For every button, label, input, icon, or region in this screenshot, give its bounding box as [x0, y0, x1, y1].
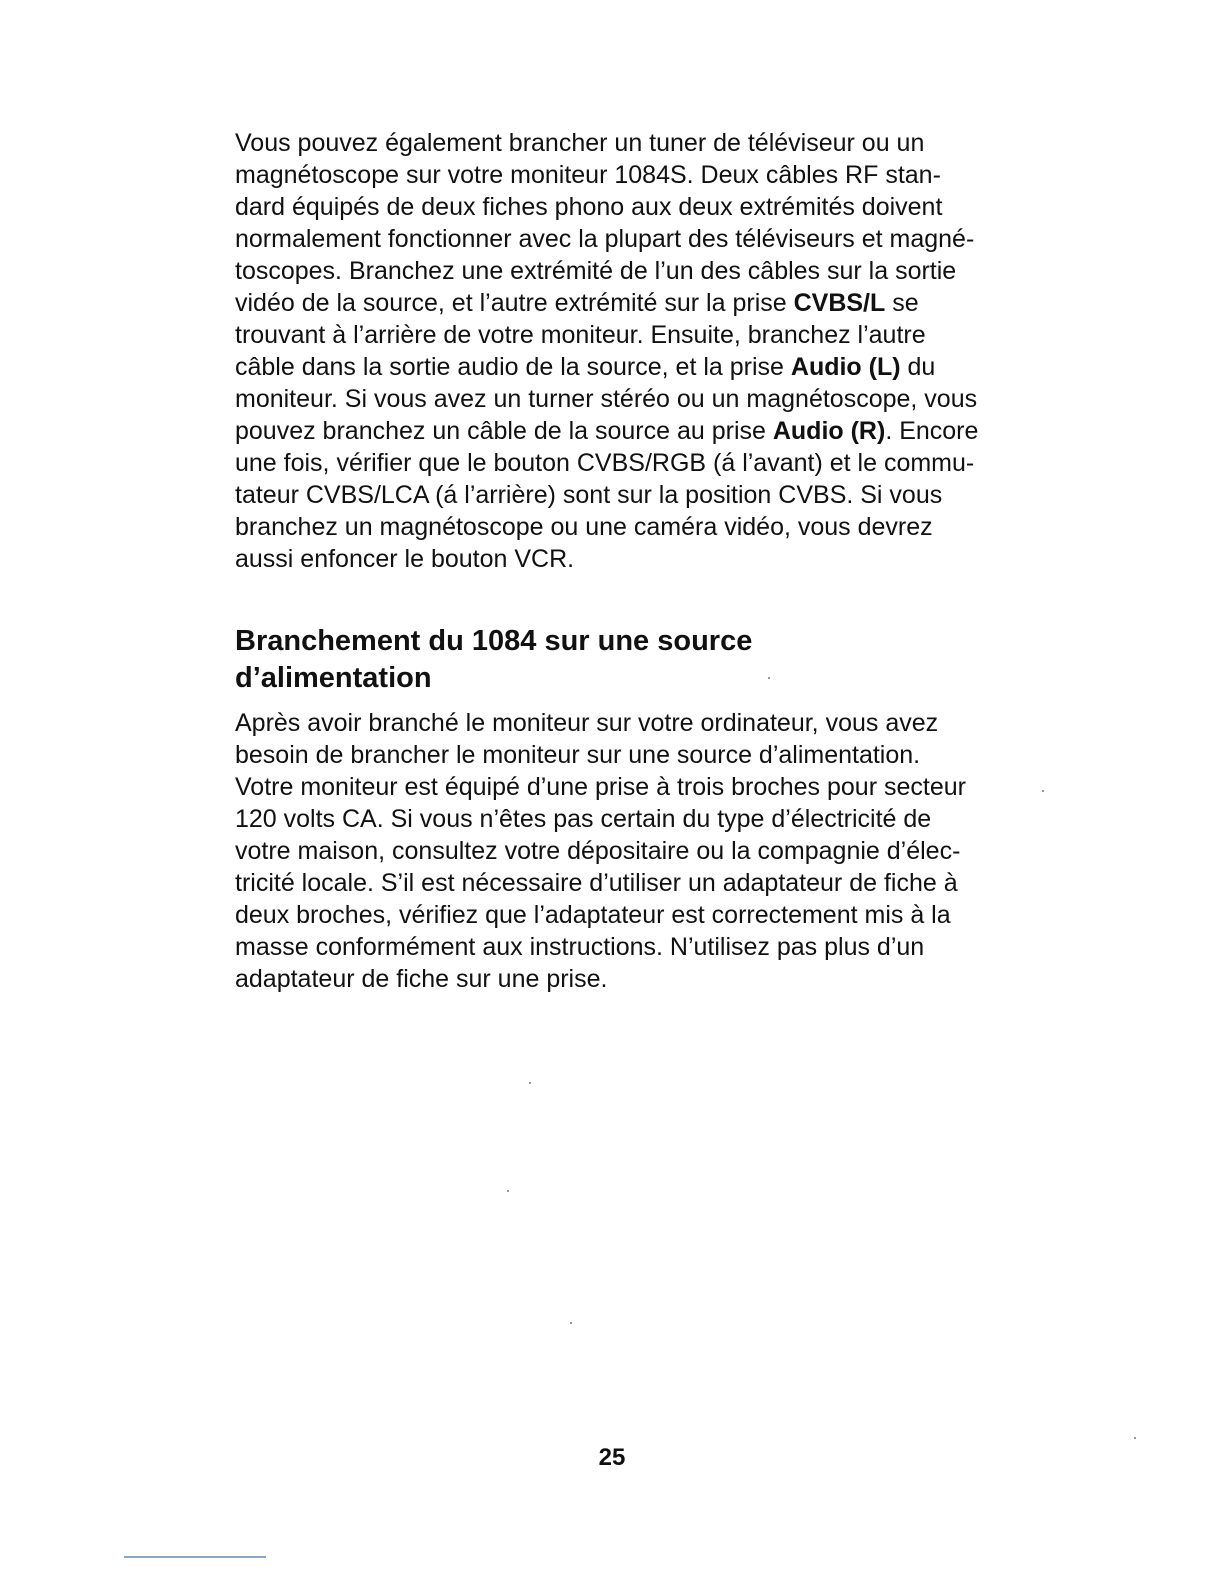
paragraph-line: trouvant à l’arrière de votre moniteur. Ensuite, branchez l’autre — [235, 321, 926, 349]
paragraph-line: une fois, vérifier que le bouton CVBS/RGB (á l’avant) et le commu- — [235, 449, 975, 477]
scan-speck — [768, 677, 770, 679]
audio-l-term: Audio (L) — [790, 353, 901, 381]
page-content — [235, 127, 1013, 995]
paragraph-line: dard équipés de deux fiches phono aux deux extrémités doivent — [235, 193, 943, 221]
cvbs-l-term: CVBS/L — [793, 289, 886, 317]
paragraph-line: Vous pouvez également brancher un tuner de téléviseur ou un — [235, 129, 925, 157]
intro-paragraph — [235, 127, 1013, 575]
scan-speck — [529, 1082, 531, 1084]
paragraph-line: deux broches, vérifiez que l’adaptateur est correctement mis à la — [235, 901, 951, 929]
scan-speck — [570, 1322, 572, 1324]
paragraph-line: Après avoir branché le moniteur sur votre ordinateur, vous avez — [235, 709, 939, 737]
heading-line: d’alimentation — [235, 662, 432, 694]
paragraph-line: Votre moniteur est équipé d’une prise à trois broches pour secteur — [235, 773, 966, 801]
scan-speck — [1042, 790, 1044, 792]
paragraph-line: aussi enfoncer le bouton VCR. — [235, 545, 575, 573]
paragraph-line: masse conformément aux instructions. N’utilisez pas plus d’un — [235, 933, 925, 961]
paragraph-line: pouvez branchez un câble de la source au prise — [235, 417, 773, 445]
paragraph-line: tricité locale. S’il est nécessaire d’utiliser un adaptateur de fiche à — [235, 869, 958, 897]
scan-speck — [507, 1190, 509, 1192]
paragraph-line: du — [900, 353, 936, 381]
paragraph-line: normalement fonctionner avec la plupart des téléviseurs et magné- — [235, 225, 975, 253]
paragraph-line: besoin de brancher le moniteur sur une source d’alimentation. — [235, 741, 921, 769]
power-paragraph — [235, 707, 1013, 995]
paragraph-line: . Encore — [885, 417, 979, 445]
audio-r-term: Audio (R) — [772, 417, 886, 445]
paragraph-line: câble dans la sortie audio de la source, et la prise — [235, 353, 791, 381]
paragraph-line: moniteur. Si vous avez un turner stéréo ou un magnétoscope, vous — [235, 385, 978, 413]
page-number: 25 — [598, 1444, 626, 1471]
paragraph-line: toscopes. Branchez une extrémité de l’un des câbles sur la sortie — [235, 257, 957, 285]
paragraph-line: vidéo de la source, et l’autre extrémité sur la prise — [235, 289, 794, 317]
paragraph-line: adaptateur de fiche sur une prise. — [235, 965, 608, 993]
paragraph-line: tateur CVBS/LCA (á l’arrière) sont sur la position CVBS. Si vous — [235, 481, 943, 509]
bottom-rule — [124, 1556, 266, 1558]
paragraph-line: 120 volts CA. Si vous n’êtes pas certain du type d’électricité de — [235, 805, 932, 833]
paragraph-line: se — [885, 289, 919, 317]
section-heading — [235, 623, 835, 697]
paragraph-line: votre maison, consultez votre dépositaire ou la compagnie d’élec- — [235, 837, 961, 865]
paragraph-line: magnétoscope sur votre moniteur 1084S. Deux câbles RF stan- — [235, 161, 941, 189]
scan-speck — [1134, 1437, 1136, 1439]
paragraph-line: branchez un magnétoscope ou une caméra vidéo, vous devrez — [235, 513, 933, 541]
heading-line: Branchement du 1084 sur une source — [235, 625, 753, 657]
